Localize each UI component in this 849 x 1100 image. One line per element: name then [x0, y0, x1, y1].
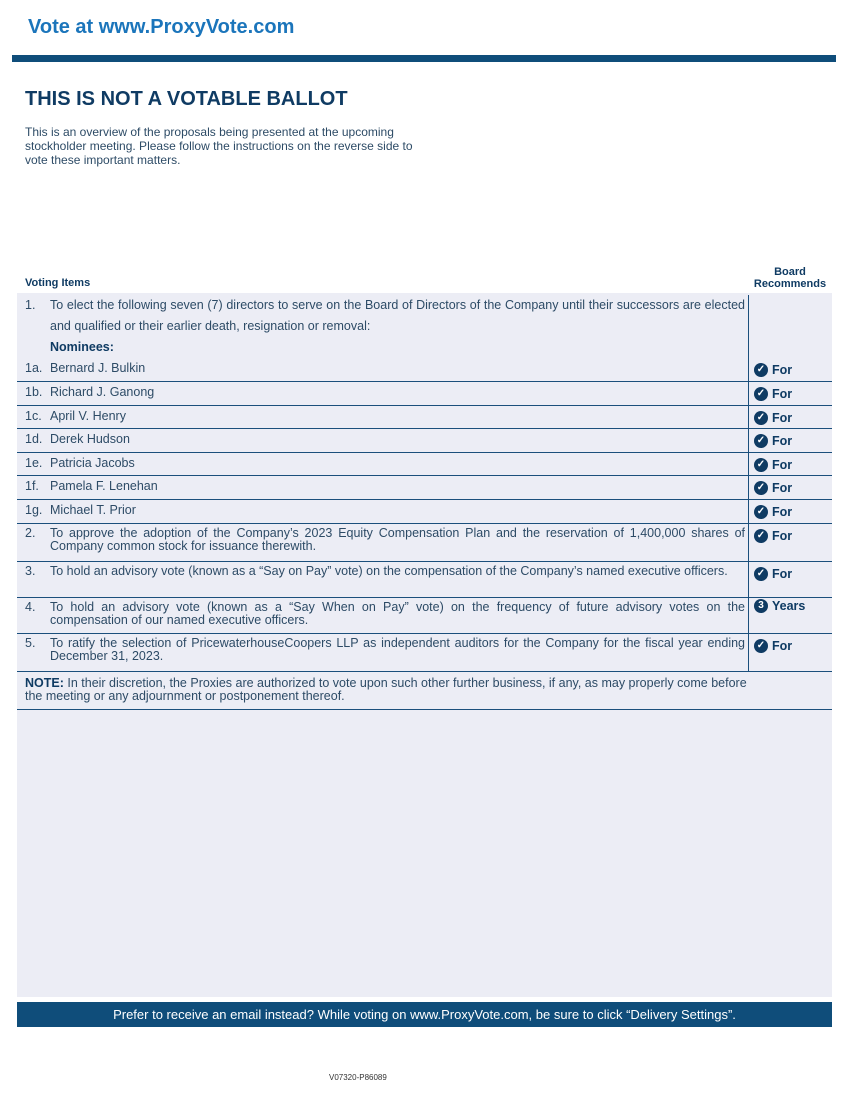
document-code: V07320-P86089 — [329, 1073, 387, 1082]
nominee-name: Patricia Jacobs — [50, 456, 135, 470]
table-row — [17, 406, 832, 429]
nominee-number: 1f. — [25, 479, 39, 493]
nominee-number: 1g. — [25, 503, 43, 517]
proposal-text: To approve the adoption of the Company’s 2023 Equity Compensation Plan and the reservation of 1,400,000 shares of Company common stock for issuance therewith. — [50, 526, 745, 553]
recommendation — [754, 434, 792, 448]
recommendation-label: For — [772, 387, 793, 401]
proposal-row — [17, 524, 832, 562]
nominee-name: Bernard J. Bulkin — [50, 361, 146, 375]
proposal-number: 2. — [25, 526, 36, 540]
number-three-icon: 3 — [754, 599, 768, 613]
delivery-settings-banner: Prefer to receive an email instead? While voting on www.ProxyVote.com, be sure to click “Delivery Settings”. — [17, 1002, 832, 1027]
proposal-number: 5. — [25, 636, 36, 650]
check-circle-icon: ✓ — [754, 411, 768, 425]
recommendation — [754, 529, 792, 543]
column-divider — [748, 524, 749, 561]
recommendation — [754, 481, 792, 495]
recommendation — [754, 411, 792, 425]
recommendation-label: For — [772, 529, 793, 543]
column-divider — [748, 429, 749, 452]
nominee-number: 1d. — [25, 432, 43, 446]
check-circle-icon: ✓ — [754, 639, 768, 653]
header-divider — [12, 55, 836, 62]
proposal-text: To hold an advisory vote (known as a “Say on Pay” vote) on the compensation of the Company’s named executive officers. — [50, 564, 728, 578]
column-divider — [748, 562, 749, 597]
recommendation — [754, 599, 805, 613]
column-divider — [748, 500, 749, 523]
recommendation-label: For — [772, 567, 793, 581]
board-recommends-header: Board Recommends — [753, 266, 827, 290]
recommendation-label: For — [772, 411, 793, 425]
proposal-row — [17, 598, 832, 634]
note-label: NOTE: — [25, 676, 64, 690]
nominee-number: 1e. — [25, 456, 43, 470]
note-text — [25, 677, 755, 703]
nominee-number: 1a. — [25, 361, 43, 375]
page-title: THIS IS NOT A VOTABLE BALLOT — [25, 88, 348, 110]
check-circle-icon: ✓ — [754, 481, 768, 495]
nominee-name: April V. Henry — [50, 409, 126, 423]
recommendation — [754, 505, 792, 519]
table-row — [17, 476, 832, 500]
table-row — [17, 382, 832, 406]
table-row — [17, 429, 832, 453]
check-circle-icon: ✓ — [754, 387, 768, 401]
proposal-number: 1. — [25, 298, 36, 312]
recommendation-label: Years — [772, 599, 806, 613]
recommendation-label: For — [772, 363, 793, 377]
column-divider — [748, 453, 749, 475]
nominee-number: 1b. — [25, 385, 43, 399]
recommendation — [754, 363, 792, 377]
note-body: In their discretion, the Proxies are authorized to vote upon such other further business, if any, as may properly come before the meeting or any adjournment or postponement thereof. — [25, 676, 747, 703]
recommendation-label: For — [772, 434, 793, 448]
column-divider — [748, 358, 749, 381]
recommendation — [754, 567, 792, 581]
recommendation — [754, 387, 792, 401]
table-row — [17, 500, 832, 524]
proposal-text: To ratify the selection of PricewaterhouseCoopers LLP as independent auditors for the Company for the fiscal year ending December 31, 2023. — [50, 636, 745, 663]
recommendation-label: For — [772, 481, 793, 495]
check-circle-icon: ✓ — [754, 529, 768, 543]
column-divider — [748, 634, 749, 671]
recommendation-label: For — [772, 639, 793, 653]
proposal-text: To hold an advisory vote (known as a “Say When on Pay” vote) on the frequency of future advisory votes on the compensation of our named executive officers. — [50, 600, 745, 627]
voting-items-header: Voting Items — [25, 277, 91, 289]
table-row — [17, 453, 832, 476]
nominee-name: Richard J. Ganong — [50, 385, 155, 399]
check-circle-icon: ✓ — [754, 363, 768, 377]
recommendation-label: For — [772, 458, 793, 472]
nominee-name: Michael T. Prior — [50, 503, 136, 517]
check-circle-icon: ✓ — [754, 567, 768, 581]
recommendation — [754, 639, 792, 653]
nominees-label: Nominees: — [50, 340, 114, 354]
column-divider — [748, 476, 749, 499]
recommendation-label: For — [772, 505, 793, 519]
proposal-number: 4. — [25, 600, 36, 614]
intro-text: This is an overview of the proposals being presented at the upcoming stockholder meeting. Please follow the instructions on the reverse side to vote these important matters. — [25, 125, 413, 167]
nominee-number: 1c. — [25, 409, 42, 423]
proposal-row — [17, 634, 832, 672]
recommendation — [754, 458, 792, 472]
check-circle-icon: ✓ — [754, 458, 768, 472]
proposal-number: 3. — [25, 564, 36, 578]
proposal-text: To elect the following seven (7) directors to serve on the Board of Directors of the Company until their successors are elected and qualified or their earlier death, resignation or removal: — [50, 298, 745, 333]
check-circle-icon: ✓ — [754, 505, 768, 519]
proposal-row — [17, 562, 832, 598]
column-divider — [748, 598, 749, 633]
nominee-name: Derek Hudson — [50, 432, 130, 446]
check-circle-icon: ✓ — [754, 434, 768, 448]
note-divider — [17, 709, 832, 710]
column-divider — [748, 406, 749, 428]
column-divider — [748, 382, 749, 405]
proxyvote-link[interactable]: Vote at www.ProxyVote.com — [28, 16, 295, 38]
nominee-name: Pamela F. Lenehan — [50, 479, 158, 493]
table-row — [17, 358, 832, 382]
